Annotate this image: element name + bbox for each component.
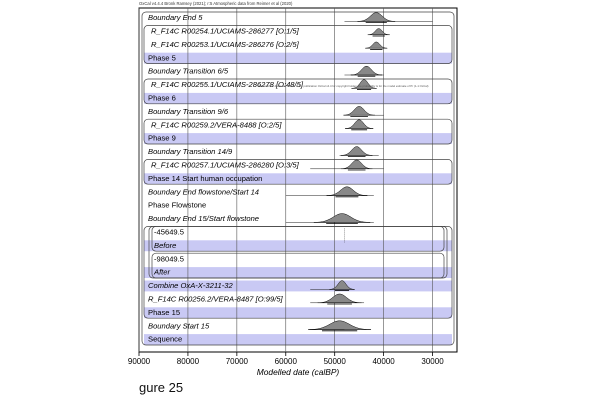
x-tick-label: 50000 xyxy=(323,357,346,366)
phase-band xyxy=(144,53,452,64)
row-label: Phase Flowstone xyxy=(148,200,207,210)
row-label: R_F14C R00257.1/UCIAMS-286280 [O:3/5] xyxy=(151,160,299,170)
phase-band xyxy=(144,267,452,278)
row-label: Boundary Transition 6/5 xyxy=(148,66,229,76)
x-tick-label: 70000 xyxy=(225,357,248,366)
row-label: Boundary End 5 xyxy=(148,13,203,23)
row-label: Boundary End 15/Start flowstone xyxy=(148,214,260,224)
row-label: Boundary End flowstone/Start 14 xyxy=(148,187,260,197)
phase-band xyxy=(144,133,452,144)
row-label: R_F14C R00255.1/UCIAMS-286278 [O:48/5] xyxy=(151,80,303,90)
row-label: Sequence xyxy=(148,334,183,344)
row-label: Phase 9 xyxy=(148,133,176,143)
row-label: Boundary Transition 14/9 xyxy=(148,147,233,157)
row-label: R_F14C R00253.1/UCIAMS-286276 [O:2/5] xyxy=(151,39,299,49)
figure-caption: gure 25 xyxy=(139,380,184,395)
overlay-note: Radiocarbon dates are shown in the publication OxCal v4.4 for copyright holder: the probability is for the model estimate of Pr (1-1 OxCal) xyxy=(258,84,429,88)
row-label: Boundary Transition 9/6 xyxy=(148,106,229,116)
x-tick-label: 80000 xyxy=(176,357,200,366)
phase-band xyxy=(144,307,452,318)
phase-band xyxy=(144,334,452,345)
row-label: -45649.5 xyxy=(154,227,184,237)
row-label: Phase 15 xyxy=(148,307,181,317)
row-label: Before xyxy=(154,240,177,250)
row-label: R_F14C R00254.1/UCIAMS-286277 [O:1/5] xyxy=(151,26,299,36)
row-label: R_F14C R00256.2/VERA-8487 [O:99/5] xyxy=(148,294,283,304)
row-label: Phase 6 xyxy=(148,93,176,103)
credit-text: OxCal v4.4.4 Bronk Ramsey (2021); r:5 Atmospheric data from Reimer et al (2020) xyxy=(139,1,293,6)
row-label: After xyxy=(154,267,171,277)
x-tick-label: 40000 xyxy=(372,357,395,366)
row-label: Phase 14 Start human occupation xyxy=(148,173,263,183)
row-label: Boundary Start 15 xyxy=(148,321,210,331)
x-tick-label: 60000 xyxy=(274,357,297,366)
phase-band xyxy=(144,93,452,104)
row-label: -98049.5 xyxy=(154,254,184,264)
x-tick-label: 90000 xyxy=(127,357,151,366)
x-axis-label: Modelled date (calBP) xyxy=(256,367,340,377)
row-label: Phase 5 xyxy=(148,53,176,63)
row-label: R_F14C R00259.2/VERA-8488 [O:2/5] xyxy=(151,120,282,130)
x-tick-label: 30000 xyxy=(421,357,444,366)
row-label: Combine OxA-X-3211-32 xyxy=(148,281,233,291)
phase-band xyxy=(144,240,452,251)
